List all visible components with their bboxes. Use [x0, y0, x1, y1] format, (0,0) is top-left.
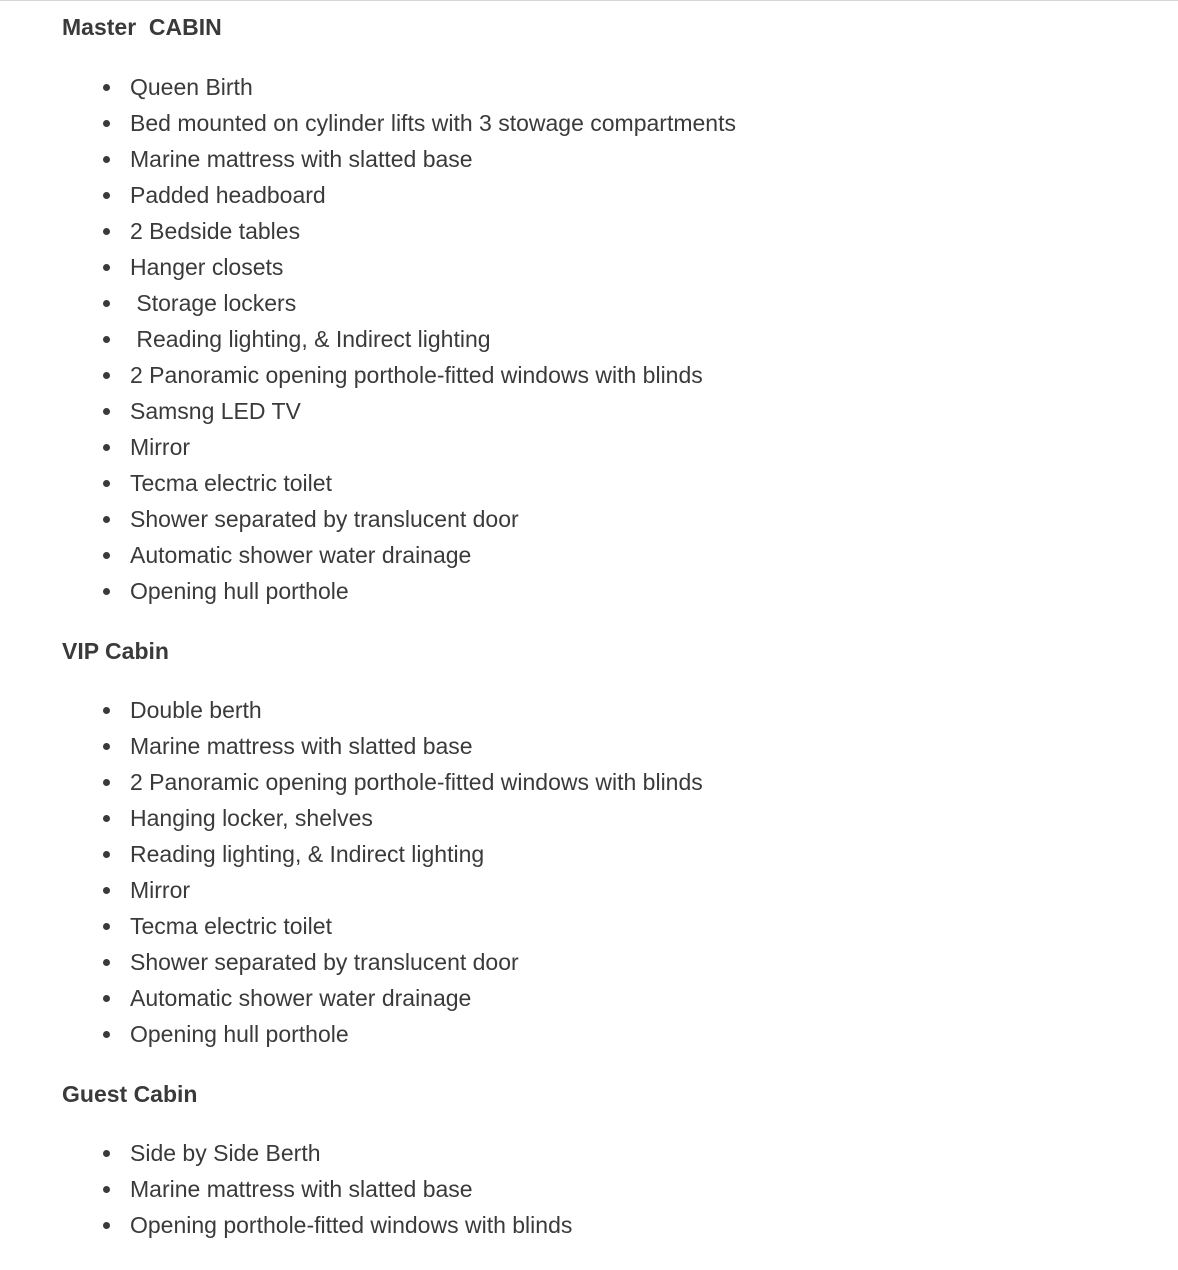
list-item — [62, 836, 1162, 872]
bullet-icon — [103, 84, 110, 91]
list-item — [62, 573, 1162, 609]
bullet-icon — [103, 336, 110, 343]
list-item-text: Side by Side Berth — [130, 1140, 321, 1166]
bullet-icon — [103, 815, 110, 822]
list-item-text: 2 Panoramic opening porthole-fitted windows with blinds — [130, 362, 703, 388]
list-item-text: 2 Bedside tables — [130, 218, 301, 244]
list-item — [62, 944, 1162, 980]
list-item — [62, 249, 1162, 285]
list-item-text: Opening hull porthole — [130, 578, 349, 604]
list-item — [62, 692, 1162, 728]
bullet-icon — [103, 779, 110, 786]
bullet-icon — [103, 743, 110, 750]
list-item-text: Reading lighting, & Indirect lighting — [130, 326, 491, 352]
list-item — [62, 213, 1162, 249]
feature-list — [62, 69, 1162, 609]
list-item — [62, 177, 1162, 213]
bullet-icon — [103, 264, 110, 271]
list-item-text: Shower separated by translucent door — [130, 949, 519, 975]
list-item-text: Opening porthole-fitted windows with blinds — [130, 1212, 573, 1238]
top-divider — [0, 0, 1178, 1]
list-item-text: Shower separated by translucent door — [130, 506, 519, 532]
bullet-icon — [103, 588, 110, 595]
list-item — [62, 393, 1162, 429]
bullet-icon — [103, 851, 110, 858]
bullet-icon — [103, 923, 110, 930]
bullet-icon — [103, 1186, 110, 1193]
master-cabin-section — [62, 12, 1162, 609]
list-item — [62, 908, 1162, 944]
list-item — [62, 1207, 1162, 1243]
list-item-text: Tecma electric toilet — [130, 913, 332, 939]
feature-list — [62, 1135, 1162, 1243]
bullet-icon — [103, 228, 110, 235]
list-item — [62, 764, 1162, 800]
section-title: VIP Cabin — [62, 638, 169, 664]
list-item-text: Reading lighting, & Indirect lighting — [130, 841, 485, 867]
guest-cabin-section — [62, 1079, 1162, 1243]
list-item-text: Automatic shower water drainage — [130, 985, 472, 1011]
list-item — [62, 429, 1162, 465]
section-title: Master CABIN — [62, 14, 222, 40]
section-title: Guest Cabin — [62, 1081, 198, 1107]
list-item-text: Bed mounted on cylinder lifts with 3 stowage compartments — [130, 110, 736, 136]
list-item-text: Hanger closets — [130, 254, 284, 280]
list-item — [62, 357, 1162, 393]
bullet-icon — [103, 959, 110, 966]
bullet-icon — [103, 408, 110, 415]
list-item-text: Marine mattress with slatted base — [130, 146, 473, 172]
bullet-icon — [103, 120, 110, 127]
bullet-icon — [103, 707, 110, 714]
list-item — [62, 1135, 1162, 1171]
list-item-text: Opening hull porthole — [130, 1021, 349, 1047]
bullet-icon — [103, 552, 110, 559]
list-item — [62, 537, 1162, 573]
list-item-text: Storage lockers — [130, 290, 297, 316]
list-item-text: Hanging locker, shelves — [130, 805, 373, 831]
bullet-icon — [103, 1031, 110, 1038]
vip-cabin-section — [62, 636, 1162, 1052]
list-item — [62, 105, 1162, 141]
bullet-icon — [103, 300, 110, 307]
bullet-icon — [103, 192, 110, 199]
list-item — [62, 285, 1162, 321]
bullet-icon — [103, 480, 110, 487]
bullet-icon — [103, 1150, 110, 1157]
feature-list — [62, 692, 1162, 1052]
bullet-icon — [103, 444, 110, 451]
list-item-text: Double berth — [130, 697, 262, 723]
list-item-text: Marine mattress with slatted base — [130, 1176, 473, 1202]
list-item — [62, 465, 1162, 501]
list-item-text: Padded headboard — [130, 182, 326, 208]
bullet-icon — [103, 372, 110, 379]
list-item — [62, 980, 1162, 1016]
bullet-icon — [103, 887, 110, 894]
list-item-text: Automatic shower water drainage — [130, 542, 472, 568]
list-item-text: Mirror — [130, 877, 191, 903]
list-item — [62, 728, 1162, 764]
bullet-icon — [103, 995, 110, 1002]
list-item — [62, 800, 1162, 836]
list-item — [62, 872, 1162, 908]
list-item — [62, 69, 1162, 105]
list-item — [62, 141, 1162, 177]
bullet-icon — [103, 1222, 110, 1229]
list-item-text: Tecma electric toilet — [130, 470, 332, 496]
document-body — [62, 12, 1162, 1243]
list-item — [62, 1016, 1162, 1052]
list-item-text: Mirror — [130, 434, 191, 460]
list-item-text: Samsng LED TV — [130, 398, 301, 424]
list-item — [62, 321, 1162, 357]
list-item-text: Queen Birth — [130, 74, 253, 100]
list-item-text: 2 Panoramic opening porthole-fitted windows with blinds — [130, 769, 703, 795]
list-item — [62, 1171, 1162, 1207]
bullet-icon — [103, 516, 110, 523]
list-item — [62, 501, 1162, 537]
list-item-text: Marine mattress with slatted base — [130, 733, 473, 759]
bullet-icon — [103, 156, 110, 163]
